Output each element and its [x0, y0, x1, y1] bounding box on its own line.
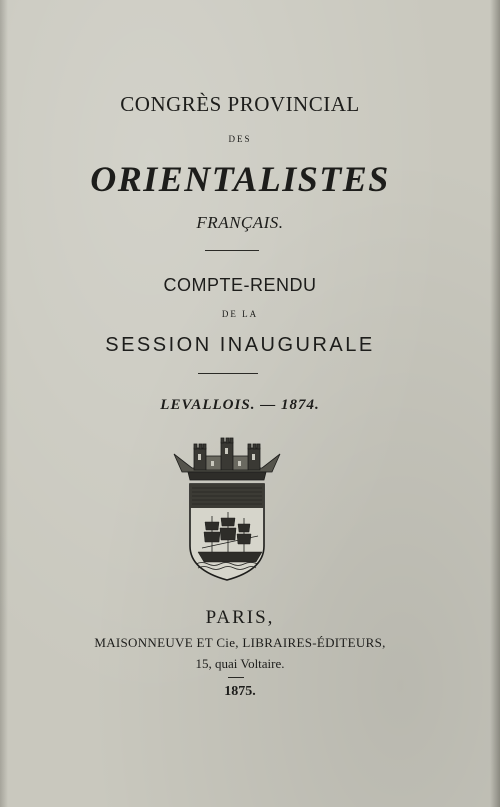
- subtitle-de-la: DE LA: [221, 309, 259, 319]
- heading-francais: FRANÇAIS.: [196, 213, 284, 232]
- coat-of-arms-icon: [172, 434, 282, 584]
- divider-rule: [228, 677, 244, 678]
- imprint-year: 1875.: [224, 684, 256, 699]
- place-and-date: LEVALLOIS. — 1874.: [160, 397, 320, 413]
- divider-rule: [198, 373, 258, 374]
- imprint-publisher: MAISONNEUVE ET Cie, LIBRAIRES-ÉDITEURS,: [94, 635, 386, 650]
- divider-rule: [205, 250, 259, 251]
- subtitle-compte-rendu: COMPTE-RENDU: [163, 275, 317, 295]
- imprint-city: PARIS,: [205, 607, 275, 628]
- imprint-address: 15, quai Voltaire.: [195, 656, 285, 671]
- heading-congres-provincial: CONGRÈS PROVINCIAL: [120, 92, 360, 116]
- heading-des: DES: [228, 134, 252, 144]
- page-edge-shadow-right: [490, 0, 500, 807]
- subtitle-session-inaugurale: SESSION INAUGURALE: [105, 334, 375, 356]
- heading-orientalistes: ORIENTALISTES: [90, 159, 390, 199]
